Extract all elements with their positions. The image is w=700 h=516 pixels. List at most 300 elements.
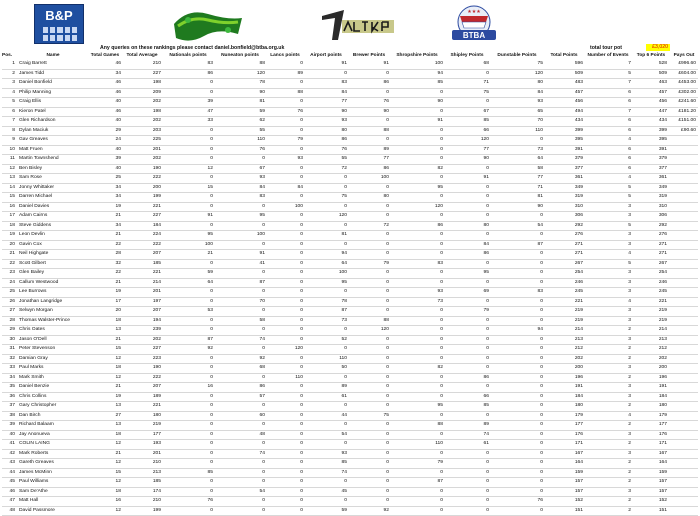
col-header-nationals: Nationals points (169, 53, 207, 58)
cell-brewer: 0 (348, 69, 390, 79)
cell-total-games: 17 (88, 297, 122, 307)
cell-brewer: 0 (348, 402, 390, 412)
cell-pos: 26 (2, 297, 18, 307)
cell-top6: 219 (632, 316, 670, 326)
cell-total-points: 306 (544, 212, 584, 222)
cell-total-points: 157 (544, 487, 584, 497)
cell-lancs: 0 (266, 117, 304, 127)
cell-brewer: 0 (348, 449, 390, 459)
cell-pos: 4 (2, 88, 18, 98)
cell-dunstable: 65 (490, 107, 544, 117)
cell-shropshire: 0 (390, 155, 444, 165)
cell-events: 2 (584, 506, 632, 516)
cell-nuneaton: 60 (214, 411, 266, 421)
cell-total-average: 224 (122, 231, 162, 241)
cell-nationals: 21 (162, 250, 214, 260)
cell-pos: 21 (2, 250, 18, 260)
table-row (2, 107, 698, 117)
cell-pos: 47 (2, 497, 18, 507)
cell-dunstable: 0 (490, 402, 544, 412)
col-header-events: Number of Events (587, 53, 629, 58)
cell-dunstable: 0 (490, 421, 544, 431)
cell-dunstable: 0 (490, 373, 544, 383)
cell-nuneaton: 0 (214, 326, 266, 336)
cell-pays-out (670, 506, 698, 516)
cell-name: Glen Bailey (18, 269, 88, 279)
table-row (2, 335, 698, 345)
cell-nationals: 0 (162, 79, 214, 89)
cell-pays-out (670, 392, 698, 402)
cell-events: 4 (584, 411, 632, 421)
cell-lancs: 0 (266, 478, 304, 488)
cell-airport: 0 (304, 345, 348, 355)
table-row (2, 69, 698, 79)
cell-nuneaton: 100 (214, 231, 266, 241)
cell-brewer: 0 (348, 364, 390, 374)
cell-pos: 28 (2, 316, 18, 326)
table-row (2, 136, 698, 146)
cell-shipley: 0 (444, 411, 490, 421)
cell-total-points: 179 (544, 411, 584, 421)
cell-events: 2 (584, 468, 632, 478)
col-header-pos: Pos. (2, 53, 13, 58)
cell-dunstable: 0 (490, 364, 544, 374)
cell-nuneaton: 0 (214, 506, 266, 516)
tour-pot-label: total tour pot (590, 45, 622, 51)
cell-pays-out (670, 164, 698, 174)
cell-airport: 76 (304, 145, 348, 155)
cell-total-games: 12 (88, 373, 122, 383)
col-header-top6: Top 6 Points (636, 53, 666, 58)
cell-shipley: 66 (444, 126, 490, 136)
cell-lancs: 0 (266, 421, 304, 431)
cell-brewer: 0 (348, 487, 390, 497)
cell-pos: 2 (2, 69, 18, 79)
cell-name: Gareth Greaves (18, 459, 88, 469)
cell-shropshire: 93 (390, 288, 444, 298)
cell-airport: 85 (304, 459, 348, 469)
cell-total-games: 19 (88, 392, 122, 402)
cell-pos: 39 (2, 421, 18, 431)
table-row (2, 183, 698, 193)
cell-total-points: 245 (544, 288, 584, 298)
cell-airport: 50 (304, 364, 348, 374)
cell-shipley: 0 (444, 183, 490, 193)
cell-brewer: 0 (348, 430, 390, 440)
cell-lancs: 0 (266, 316, 304, 326)
cell-dunstable: 110 (490, 126, 544, 136)
table-row (2, 269, 698, 279)
cell-total-points: 167 (544, 449, 584, 459)
btba-logo (440, 2, 508, 46)
cell-dunstable: 120 (490, 69, 544, 79)
table-row (2, 297, 698, 307)
cell-shipley: 84 (444, 240, 490, 250)
cell-pos: 18 (2, 221, 18, 231)
table-row (2, 250, 698, 260)
cell-nationals: 0 (162, 459, 214, 469)
cell-events: 7 (584, 107, 632, 117)
cell-shropshire: 0 (390, 193, 444, 203)
cell-name: Gavin Cox (18, 240, 88, 250)
cell-shipley: 69 (444, 288, 490, 298)
cell-total-points: 271 (544, 250, 584, 260)
table-header-row (2, 51, 698, 60)
cell-total-games: 40 (88, 164, 122, 174)
cell-total-games: 46 (88, 107, 122, 117)
table-row (2, 354, 698, 364)
col-header-dunstable: Dunstable Points (497, 53, 537, 58)
cell-shropshire: 0 (390, 373, 444, 383)
cell-total-points: 202 (544, 354, 584, 364)
table-row (2, 506, 698, 516)
cell-lancs: 0 (266, 98, 304, 108)
cell-total-points: 292 (544, 221, 584, 231)
cell-total-games: 34 (88, 221, 122, 231)
striking-sixes-logo (168, 4, 248, 46)
rankings-table (2, 51, 698, 516)
cell-pays-out (670, 278, 698, 288)
cell-total-average: 197 (122, 297, 162, 307)
cell-pays-out: £453.00 (670, 79, 698, 89)
cell-lancs: 0 (266, 364, 304, 374)
cell-top6: 246 (632, 278, 670, 288)
cell-airport: 90 (304, 107, 348, 117)
cell-pays-out (670, 402, 698, 412)
cell-events: 6 (584, 117, 632, 127)
cell-name: Dan Birch (18, 411, 88, 421)
cell-events: 5 (584, 221, 632, 231)
cell-dunstable: 58 (490, 164, 544, 174)
cell-nationals: 0 (162, 478, 214, 488)
cell-dunstable: 0 (490, 392, 544, 402)
cell-brewer: 90 (348, 107, 390, 117)
cell-nationals: 85 (162, 468, 214, 478)
cell-nuneaton: 68 (214, 364, 266, 374)
cell-events: 5 (584, 193, 632, 203)
cell-events: 5 (584, 259, 632, 269)
cell-name: Scott Gilbert (18, 259, 88, 269)
cell-total-games: 12 (88, 354, 122, 364)
cell-airport: 86 (304, 136, 348, 146)
cell-events: 2 (584, 326, 632, 336)
cell-top6: 245 (632, 288, 670, 298)
cell-total-games: 40 (88, 98, 122, 108)
cell-shropshire: 73 (390, 297, 444, 307)
cell-pays-out (670, 145, 698, 155)
cell-nuneaton: 83 (214, 193, 266, 203)
cell-name: Adam Cairns (18, 212, 88, 222)
cell-pos: 23 (2, 269, 18, 279)
cell-name: Matt Fruen (18, 145, 88, 155)
cell-total-points: 271 (544, 240, 584, 250)
cell-total-average: 177 (122, 430, 162, 440)
cell-airport: 83 (304, 79, 348, 89)
cell-shropshire: 0 (390, 126, 444, 136)
cell-total-games: 12 (88, 478, 122, 488)
cell-lancs: 0 (266, 459, 304, 469)
cell-total-games: 18 (88, 364, 122, 374)
cell-pays-out: £302.00 (670, 88, 698, 98)
table-row (2, 421, 698, 431)
cell-shipley: 0 (444, 506, 490, 516)
cell-lancs: 0 (266, 212, 304, 222)
cell-airport: 64 (304, 259, 348, 269)
cell-top6: 276 (632, 231, 670, 241)
cell-total-games: 40 (88, 117, 122, 127)
cell-shipley: 95 (444, 269, 490, 279)
cell-events: 7 (584, 60, 632, 69)
cell-nuneaton: 0 (214, 345, 266, 355)
cell-lancs: 76 (266, 107, 304, 117)
cell-nationals: 87 (162, 335, 214, 345)
cell-events: 2 (584, 497, 632, 507)
cell-shipley: 91 (444, 174, 490, 184)
svg-text:★★★: ★★★ (467, 9, 481, 15)
cell-top6: 157 (632, 487, 670, 497)
cell-pays-out (670, 155, 698, 165)
cell-shipley: 0 (444, 345, 490, 355)
cell-name: Darren Michael (18, 193, 88, 203)
cell-brewer: 0 (348, 136, 390, 146)
cell-total-points: 276 (544, 231, 584, 241)
table-row (2, 288, 698, 298)
cell-pos: 15 (2, 193, 18, 203)
cell-dunstable: 0 (490, 278, 544, 288)
cell-top6: 171 (632, 440, 670, 450)
cell-airport: 72 (304, 164, 348, 174)
cell-pays-out (670, 326, 698, 336)
cell-nationals: 0 (162, 411, 214, 421)
table-row (2, 430, 698, 440)
cell-shropshire: 0 (390, 383, 444, 393)
cell-top6: 196 (632, 373, 670, 383)
cell-nationals: 0 (162, 440, 214, 450)
cell-total-games: 34 (88, 69, 122, 79)
cell-shipley: 79 (444, 307, 490, 317)
cell-top6: 310 (632, 202, 670, 212)
cell-brewer: 79 (348, 259, 390, 269)
cell-nationals: 95 (162, 231, 214, 241)
cell-brewer: 91 (348, 60, 390, 69)
cell-nuneaton: 74 (214, 335, 266, 345)
cell-shipley: 0 (444, 487, 490, 497)
cell-pays-out: £90.60 (670, 126, 698, 136)
cell-brewer: 0 (348, 288, 390, 298)
cell-nationals: 0 (162, 126, 214, 136)
cell-pays-out: £241.60 (670, 98, 698, 108)
cell-total-average: 210 (122, 459, 162, 469)
cell-brewer: 0 (348, 240, 390, 250)
cell-shropshire: 90 (390, 98, 444, 108)
cell-shipley: 90 (444, 155, 490, 165)
cell-dunstable: 84 (490, 88, 544, 98)
table-row (2, 193, 698, 203)
cell-lancs: 0 (266, 297, 304, 307)
cell-nuneaton: 41 (214, 259, 266, 269)
cell-total-points: 254 (544, 269, 584, 279)
cell-top6: 213 (632, 335, 670, 345)
cell-shipley: 85 (444, 402, 490, 412)
cell-lancs: 0 (266, 411, 304, 421)
cell-total-average: 219 (122, 421, 162, 431)
cell-events: 3 (584, 335, 632, 345)
cell-brewer: 89 (348, 145, 390, 155)
cell-shropshire: 0 (390, 145, 444, 155)
cell-nationals: 0 (162, 364, 214, 374)
cell-events: 4 (584, 136, 632, 146)
cell-total-average: 198 (122, 107, 162, 117)
cell-total-points: 213 (544, 335, 584, 345)
cell-nuneaton: 88 (214, 60, 266, 69)
table-row (2, 402, 698, 412)
cell-pays-out (670, 269, 698, 279)
cell-nationals: 33 (162, 117, 214, 127)
cell-name: Gary Christopher (18, 402, 88, 412)
cell-total-points: 176 (544, 430, 584, 440)
cell-nationals: 86 (162, 69, 214, 79)
cell-name: Lee Burrows (18, 288, 88, 298)
cell-total-points: 221 (544, 297, 584, 307)
cell-events: 6 (584, 164, 632, 174)
cell-lancs: 93 (266, 155, 304, 165)
cell-total-games: 22 (88, 269, 122, 279)
cell-brewer: 0 (348, 88, 390, 98)
cell-name: Mark Roberts (18, 449, 88, 459)
cell-events: 3 (584, 240, 632, 250)
cell-brewer: 80 (348, 193, 390, 203)
cell-pays-out (670, 335, 698, 345)
cell-airport: 0 (304, 69, 348, 79)
cell-lancs: 0 (266, 221, 304, 231)
cell-pays-out (670, 259, 698, 269)
cell-top6: 399 (632, 126, 670, 136)
cell-total-games: 46 (88, 79, 122, 89)
cell-shropshire: 0 (390, 449, 444, 459)
cell-lancs: 0 (266, 193, 304, 203)
cell-total-average: 209 (122, 88, 162, 98)
cell-nuneaton: 92 (214, 354, 266, 364)
cell-shropshire: 0 (390, 231, 444, 241)
cell-lancs: 89 (266, 69, 304, 79)
cell-brewer: 75 (348, 411, 390, 421)
cell-shipley: 0 (444, 164, 490, 174)
cell-dunstable: 0 (490, 136, 544, 146)
cell-total-average: 227 (122, 69, 162, 79)
col-header-name: Name (46, 53, 60, 58)
cell-nationals: 0 (162, 297, 214, 307)
cell-shipley: 120 (444, 136, 490, 146)
cell-shipley: 0 (444, 278, 490, 288)
cell-shipley: 0 (444, 316, 490, 326)
cell-nationals: 0 (162, 326, 214, 336)
cell-shropshire: 110 (390, 440, 444, 450)
cell-shropshire: 0 (390, 326, 444, 336)
cell-nuneaton: 0 (214, 373, 266, 383)
cell-pos: 10 (2, 145, 18, 155)
track-logo (318, 6, 398, 44)
cell-events: 3 (584, 307, 632, 317)
cell-events: 3 (584, 449, 632, 459)
cell-total-points: 152 (544, 497, 584, 507)
cell-shropshire: 0 (390, 250, 444, 260)
table-row (2, 449, 698, 459)
cell-top6: 292 (632, 221, 670, 231)
cell-shropshire: 0 (390, 411, 444, 421)
cell-total-points: 361 (544, 174, 584, 184)
cell-events: 2 (584, 373, 632, 383)
cell-name: Ben Bisley (18, 164, 88, 174)
cell-top6: 214 (632, 326, 670, 336)
cell-nationals: 12 (162, 164, 214, 174)
cell-brewer: 0 (348, 231, 390, 241)
cell-total-points: 319 (544, 193, 584, 203)
cell-pays-out (670, 231, 698, 241)
cell-brewer: 0 (348, 345, 390, 355)
cell-pos: 29 (2, 326, 18, 336)
cell-nuneaton: 0 (214, 421, 266, 431)
cell-total-points: 596 (544, 60, 584, 69)
cell-pays-out (670, 430, 698, 440)
cell-events: 4 (584, 250, 632, 260)
cell-events: 3 (584, 278, 632, 288)
cell-shropshire: 95 (390, 402, 444, 412)
cell-top6: 306 (632, 212, 670, 222)
cell-airport: 0 (304, 421, 348, 431)
cell-nationals: 0 (162, 145, 214, 155)
cell-name: Martin Townshend (18, 155, 88, 165)
cell-airport: 0 (304, 174, 348, 184)
table-row (2, 164, 698, 174)
table-row (2, 60, 698, 69)
cell-nuneaton: 0 (214, 269, 266, 279)
cell-pays-out (670, 193, 698, 203)
cell-events: 3 (584, 383, 632, 393)
cell-shropshire: 85 (390, 79, 444, 89)
cell-brewer: 76 (348, 98, 390, 108)
cell-lancs: 0 (266, 164, 304, 174)
cell-events: 2 (584, 459, 632, 469)
cell-dunstable: 54 (490, 221, 544, 231)
cell-pos: 5 (2, 98, 18, 108)
cell-shropshire: 88 (390, 421, 444, 431)
cell-total-average: 201 (122, 449, 162, 459)
cell-total-games: 12 (88, 506, 122, 516)
cell-airport: 110 (304, 354, 348, 364)
table-row (2, 478, 698, 488)
cell-airport: 45 (304, 487, 348, 497)
cell-nationals: 0 (162, 174, 214, 184)
cell-top6: 457 (632, 88, 670, 98)
cell-total-average: 210 (122, 497, 162, 507)
cell-name: James Tidd (18, 69, 88, 79)
cell-dunstable: 83 (490, 288, 544, 298)
cell-events: 6 (584, 88, 632, 98)
cell-name: Mark Smith (18, 373, 88, 383)
cell-nationals: 64 (162, 278, 214, 288)
cell-lancs: 120 (266, 345, 304, 355)
cell-total-average: 227 (122, 212, 162, 222)
cell-total-games: 21 (88, 449, 122, 459)
cell-name: Jonny Whittaker (18, 183, 88, 193)
cell-pos: 45 (2, 478, 18, 488)
cell-shropshire: 94 (390, 69, 444, 79)
cell-airport: 0 (304, 440, 348, 450)
cell-top6: 152 (632, 497, 670, 507)
cell-pays-out (670, 468, 698, 478)
table-row (2, 174, 698, 184)
cell-shipley: 0 (444, 364, 490, 374)
